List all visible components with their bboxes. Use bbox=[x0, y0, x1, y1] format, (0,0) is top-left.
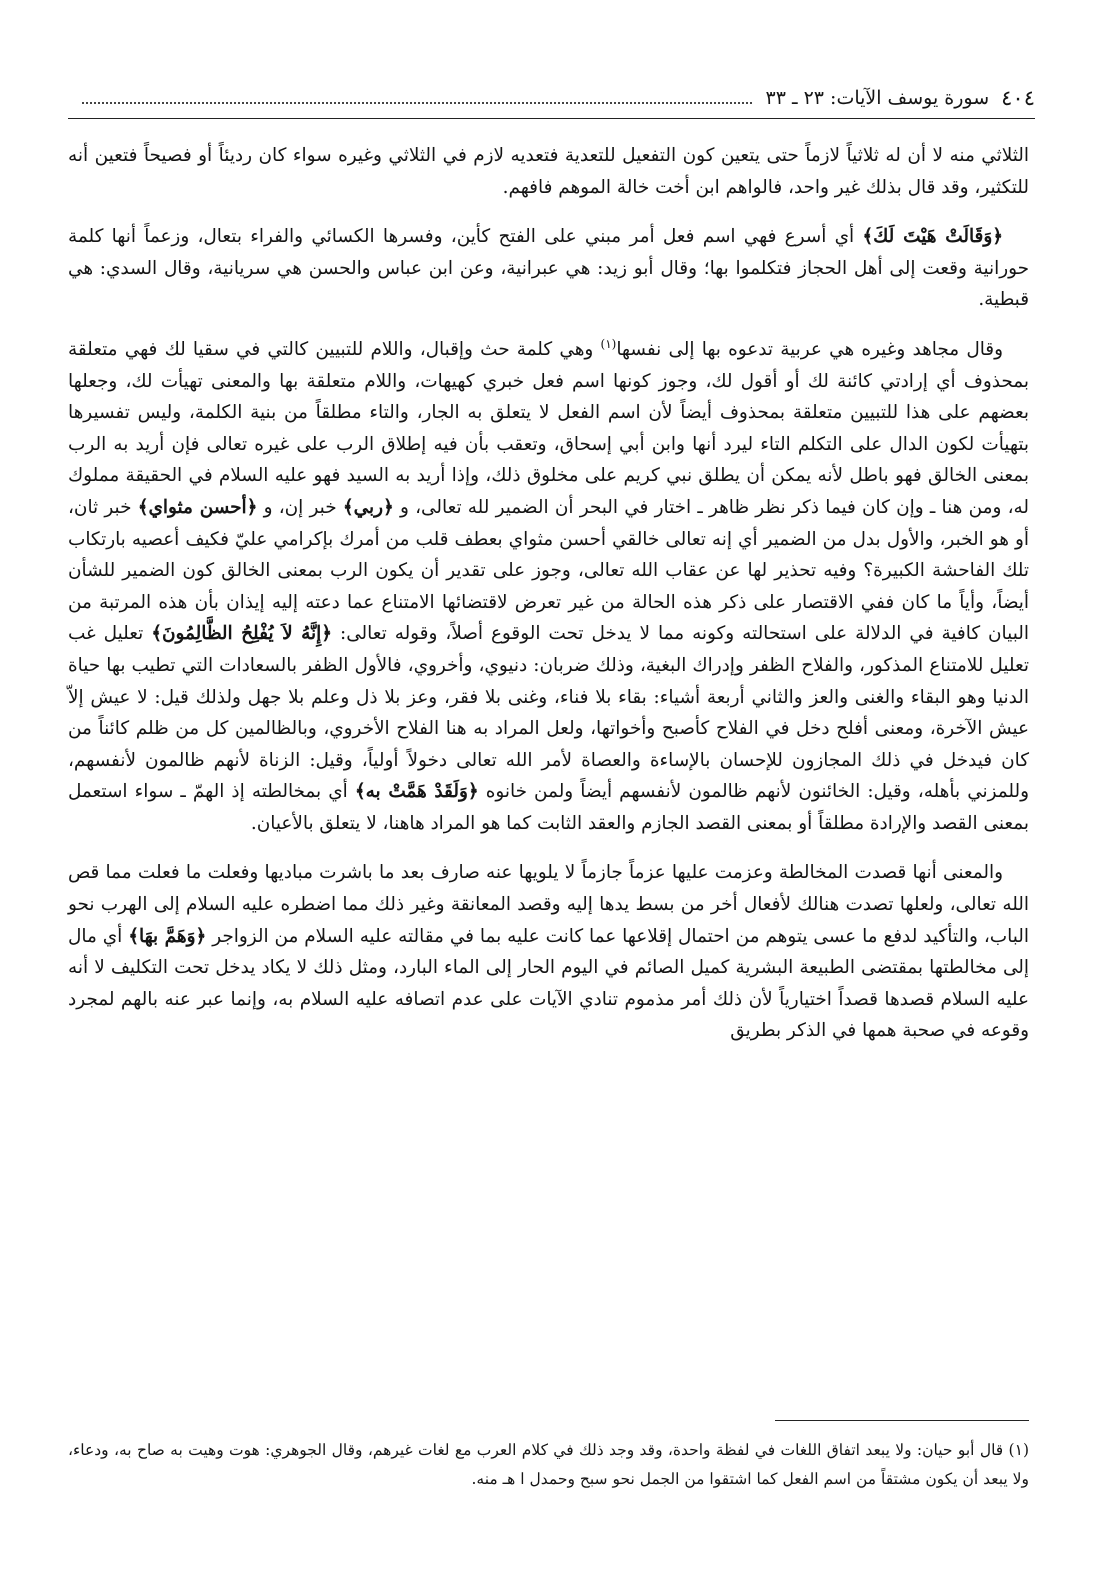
paragraph-1: الثلاثي منه لا أن له ثلاثياً لازماً حتى يتعين كون التفعيل للتعدية فتعديه لازم في الثلاثي وغيره سواء كان رديئاً أو فصيحاً فتعين أنه للتكثير، وقد قال بذلك غير واحد، فالواهم ابن أخت خالة الموهم فافهم. bbox=[68, 145, 1029, 198]
footnote-1: (١) قال أبو حيان: ولا يبعد اتفاق اللغات في لفظة واحدة، وقد وجد ذلك في كلام العرب مع لغات غيرهم، وقال الجوهري: هوت وهيت به صاح به، ودعاء، ولا يبعد أن يكون مشتقاً من اسم الفعل كما اشتقوا من الجمل نحو سبح وحمدل ا هـ منه. bbox=[68, 1441, 1029, 1488]
paragraph-3: وقال مجاهد وغيره هي عربية تدعوه بها إلى نفسها$^{(١)}$ وهي كلمة حث وإقبال، واللام للتبيين كالتي في سقيا لك فهي متعلقة بمحذوف أي إرادتي كائنة لك أو أقول لك، وجوز كونها اسم فعل خبري كهيهات، واللام متعلقة بها والمعنى تهيأت لك، وجعلها بعضهم على هذا للتبيين متعلقة بمحذوف أيضاً لأن اسم الفعل لا يتعلق به الجار، والتاء مطلقاً من بنية الكلمة، وليس تفسيرها بتهيأت لكون الدال على التكلم التاء ليرد أنها وابن أبي إسحاق، وتعقب بأن فيه إطلاق الرب على غيره تعالى فإن أريد به الرب بمعنى الخالق فهو باطل لأنه يمكن أن يطلق نبي كريم على مخلوق ذلك، وإذا أريد به السيد فهو عليه السلام في الحقيقة مملوك له، ومن هنا ـ وإن كان فيما ذكر نظر ظاهر ـ اختار في البحر أن الضمير لله تعالى، و ﴿ربي﴾ خبر إن، و ﴿أحسن مثواي﴾ خبر ثان، أو هو الخبر، والأول بدل من الضمير أي إنه تعالى خالقي أحسن مثواي بعطف قلب من أمرك بإكرامي عليّ فكيف أعصيه بارتكاب تلك الفاحشة الكبيرة؟ وفيه تحذير لها عن عقاب الله تعالى، وجوز على تقدير أن يكون الرب بمعنى الخالق كون الضمير للشأن أيضاً، وأياً ما كان ففي الاقتصار على ذكر هذه الحالة من غير تعرض لاقتضائها الامتناع عما دعته إليه إيذان بأن هذه المرتبة من البيان كافية في الدلالة على استحالته وكونه مما لا يدخل تحت الوقوع أصلاً، وقوله تعالى: ﴿إِنَّهُ لاَ يُفْلِحُ الظَّالِمُونَ﴾ تعليل غب تعليل للامتناع المذكور، والفلاح الظفر وإدراك البغية، وذلك ضربان: دنيوي، وأخروي، فالأول الظفر بالسعادات التي تطيب بها حياة الدنيا وهو البقاء والغنى والعز والثاني أربعة أشياء: بقاء بلا فناء، وغنى بلا فقر، وعز بلا ذل وعلم بلا جهل ولذلك قيل: لا عيش إلاّ عيش الآخرة، ومعنى أفلح دخل في الفلاح كأصبح وأخواتها، ولعل المراد به هنا الفلاح الأخروي، وبالظالمين كل من ظلم كائناً من كان فيدخل في ذلك المجازون للإحسان بالإساءة والعصاة لأمر الله تعالى دخولاً أولياً، وقيل: الزناة لأنهم ظالمون لأنفسهم، وللمزني بأهله، وقيل: الخائنون لأنهم ظالمون لأنفسهم أيضاً ولمن خانوه ﴿وَلَقَدْ هَمَّتْ به﴾ أي بمخالطته إذ الهمّ ـ سواء استعمل بمعنى القصد والإرادة مطلقاً أو بمعنى القصد الجازم والعقد الثابت كما هو المراد هاهنا، لا يتعلق بالأعيان. bbox=[68, 336, 1029, 834]
running-title: سورة يوسف الآيات: ٢٣ ـ ٣٣ bbox=[765, 87, 990, 109]
quran-quote: ﴿وَلَقَدْ هَمَّتْ به﴾ bbox=[354, 781, 479, 803]
footnote-reference[interactable]: (١) bbox=[600, 336, 617, 351]
quran-quote: ﴿وَهَمَّ بهَا﴾ bbox=[128, 925, 207, 947]
main-text bbox=[68, 140, 1029, 1065]
quran-quote: ﴿إِنَّهُ لاَ يُفْلِحُ الظَّالِمُونَ﴾ bbox=[151, 623, 333, 645]
footnote-divider bbox=[775, 1420, 1029, 1421]
quran-quote: ﴿أحسن مثواي﴾ bbox=[137, 496, 258, 518]
page-number: ٤٠٤ bbox=[1001, 86, 1035, 110]
paragraph-4: والمعنى أنها قصدت المخالطة وعزمت عليها عزماً جازماً لا يلويها عنه صارف بعد ما باشرت مباديها وفعلت ما فعلت مما قص الله تعالى، ولعلها تصدت هنالك لأفعال أخر من بسط يدها إليه وقصد المعانقة وغير ذلك مما اضطره عليه السلام إلى الهرب نحو الباب، والتأكيد لدفع ما عسى يتوهم من احتمال إقلاعها عما كانت عليه بما في مقالته عليه السلام من الزواجر ﴿وَهَمَّ بهَا﴾ أي مال إلى مخالطتها بمقتضى الطبيعة البشرية كميل الصائم في اليوم الحار إلى الماء البارد، ومثل ذلك لا يكاد يدخل تحت التكليف لا أنه عليه السلام قصدها قصداً اختيارياً لأن ذلك أمر مذموم تنادي الآيات على عدم اتصافه عليه السلام به، وإنما عبر عنه بالهم لمجرد وقوعه في صحبة همها في الذكر بطريق bbox=[68, 862, 1029, 1042]
page-header bbox=[68, 78, 1035, 119]
quran-quote: ﴿وَقَالَتْ هَيْتَ لَكَ﴾ bbox=[862, 226, 1004, 248]
paragraph-2: ﴿وَقَالَتْ هَيْتَ لَكَ﴾ أي أسرع فهي اسم فعل أمر مبني على الفتح كأين، وفسرها الكسائي والفراء بتعال، وزعماً أنها كلمة حورانية وقعت إلى أهل الحجاز فتكلموا بها؛ وقال أبو زيد: هي عبرانية، وعن ابن عباس والحسن هي سريانية، وقال السدي: هي قبطية. bbox=[68, 226, 1029, 311]
quran-quote: ﴿ربي﴾ bbox=[342, 496, 394, 518]
footnotes bbox=[68, 1436, 1029, 1494]
header-leader-dots bbox=[82, 92, 752, 104]
